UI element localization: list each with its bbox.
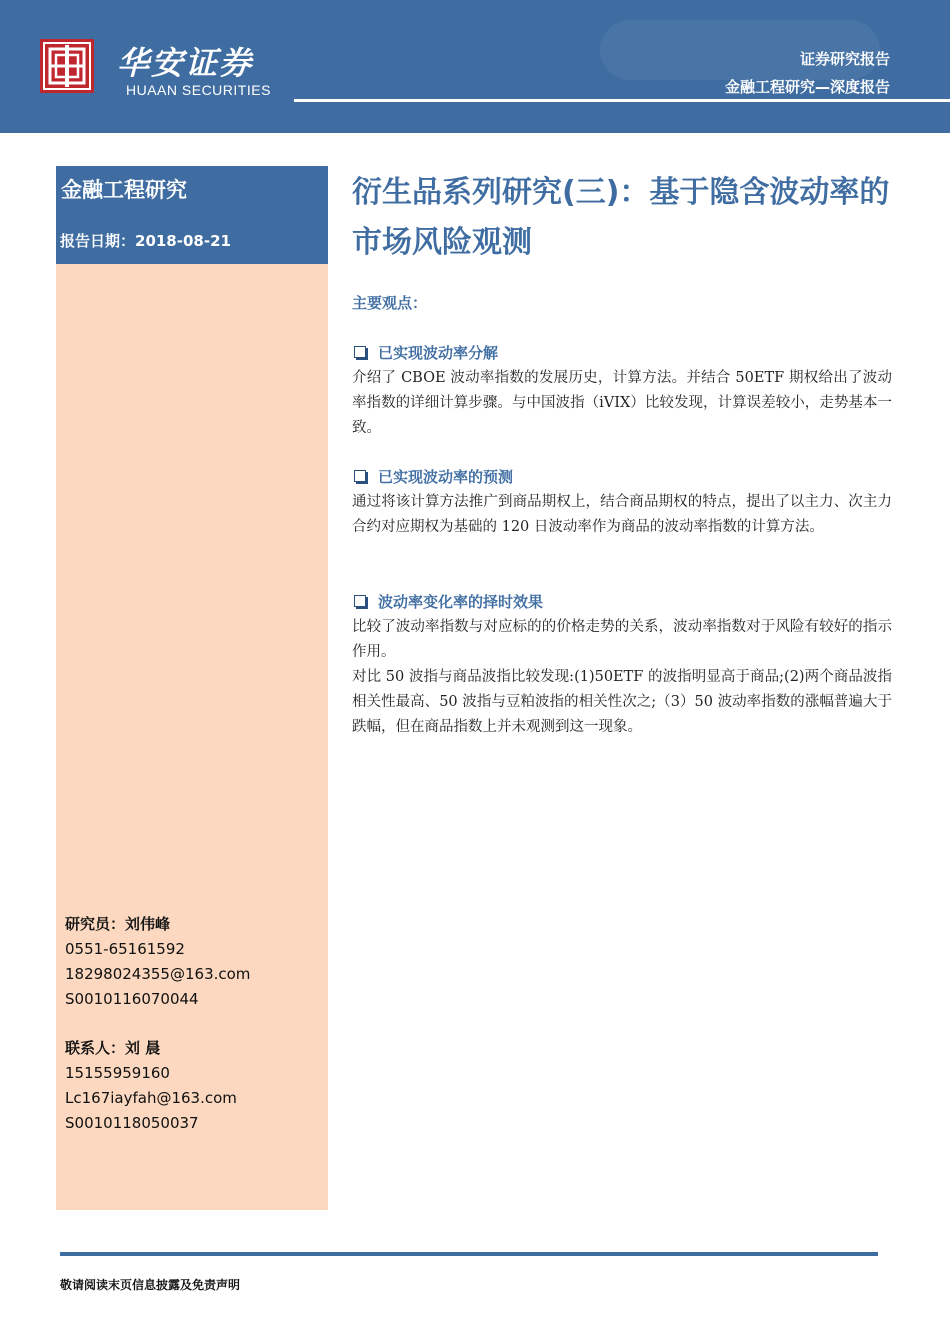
section-body: 通过将该计算方法推广到商品期权上，结合商品期权的特点，提出了以主力、次主力合约对应期权为基础的 120 日波动率作为商品的波动率指数的计算方法。 xyxy=(352,494,892,535)
brand-name-en: HUAAN SECURITIES xyxy=(126,82,271,98)
checkbox-bullet-icon xyxy=(354,346,366,358)
contact-label: 联系人：刘 晨 xyxy=(65,1039,161,1057)
section-heading-text: 已实现波动率的预测 xyxy=(378,467,514,486)
researcher-label: 研究员：刘伟峰 xyxy=(65,915,171,933)
footer-disclaimer: 敬请阅读末页信息披露及免责声明 xyxy=(60,1278,241,1292)
section-body-continued: 对比 50 波指与商品波指比较发现:(1)50ETF 的波指明显高于商品;(2)两个商品波指相关性最高、50 波指与豆粕波指的相关性次之;（3）50 波动率指数的涨幅普遍大于跌幅，但在商品指数上并未观测到这一现象。 xyxy=(352,669,892,735)
sidebar-title: 金融工程研究 xyxy=(61,177,187,202)
contact-email[interactable]: Lc167iayfah@163.com xyxy=(65,1089,237,1107)
section-body: 介绍了 CBOE 波动率指数的发展历史，计算方法。并结合 50ETF 期权给出了波动率指数的详细计算步骤。与中国波指（iVIX）比较发现，计算误差较小，走势基本一致。 xyxy=(352,370,892,436)
footer-divider xyxy=(60,1252,878,1256)
main-points-label: 主要观点： xyxy=(352,294,428,312)
brand-name-cn: 华安证券 xyxy=(117,44,254,82)
report-header xyxy=(0,0,950,133)
checkbox-bullet-icon xyxy=(354,470,366,482)
checkbox-bullet-icon xyxy=(354,595,366,607)
report-title: 衍生品系列研究(三)：基于隐含波动率的市场风险观测 xyxy=(352,175,890,260)
contact-info xyxy=(65,1036,237,1136)
report-subtype: 金融工程研究—深度报告 xyxy=(724,78,890,96)
section-body: 比较了波动率指数与对应标的的价格走势的关系，波动率指数对于风险有较好的指示作用。 xyxy=(352,619,892,660)
report-date: 报告日期：2018-08-21 xyxy=(60,232,231,250)
sidebar-panel xyxy=(56,264,328,1210)
section-heading-text: 已实现波动率分解 xyxy=(378,343,499,362)
researcher-license: S0010116070044 xyxy=(65,990,199,1008)
contact-license: S0010118050037 xyxy=(65,1114,199,1132)
researcher-phone: 0551-65161592 xyxy=(65,940,185,958)
sidebar-header xyxy=(56,166,328,264)
huaan-logo-icon xyxy=(40,39,94,93)
header-divider xyxy=(294,99,950,102)
researcher-info xyxy=(65,912,250,1012)
section-heading xyxy=(352,465,892,487)
contact-phone: 15155959160 xyxy=(65,1064,170,1082)
section-heading-text: 波动率变化率的择时效果 xyxy=(378,592,544,611)
section-heading xyxy=(352,341,892,363)
report-type: 证券研究报告 xyxy=(799,50,890,68)
section-2 xyxy=(352,465,892,540)
section-1 xyxy=(352,341,892,441)
researcher-email[interactable]: 18298024355@163.com xyxy=(65,965,251,983)
section-heading xyxy=(352,590,892,612)
section-3 xyxy=(352,590,892,740)
